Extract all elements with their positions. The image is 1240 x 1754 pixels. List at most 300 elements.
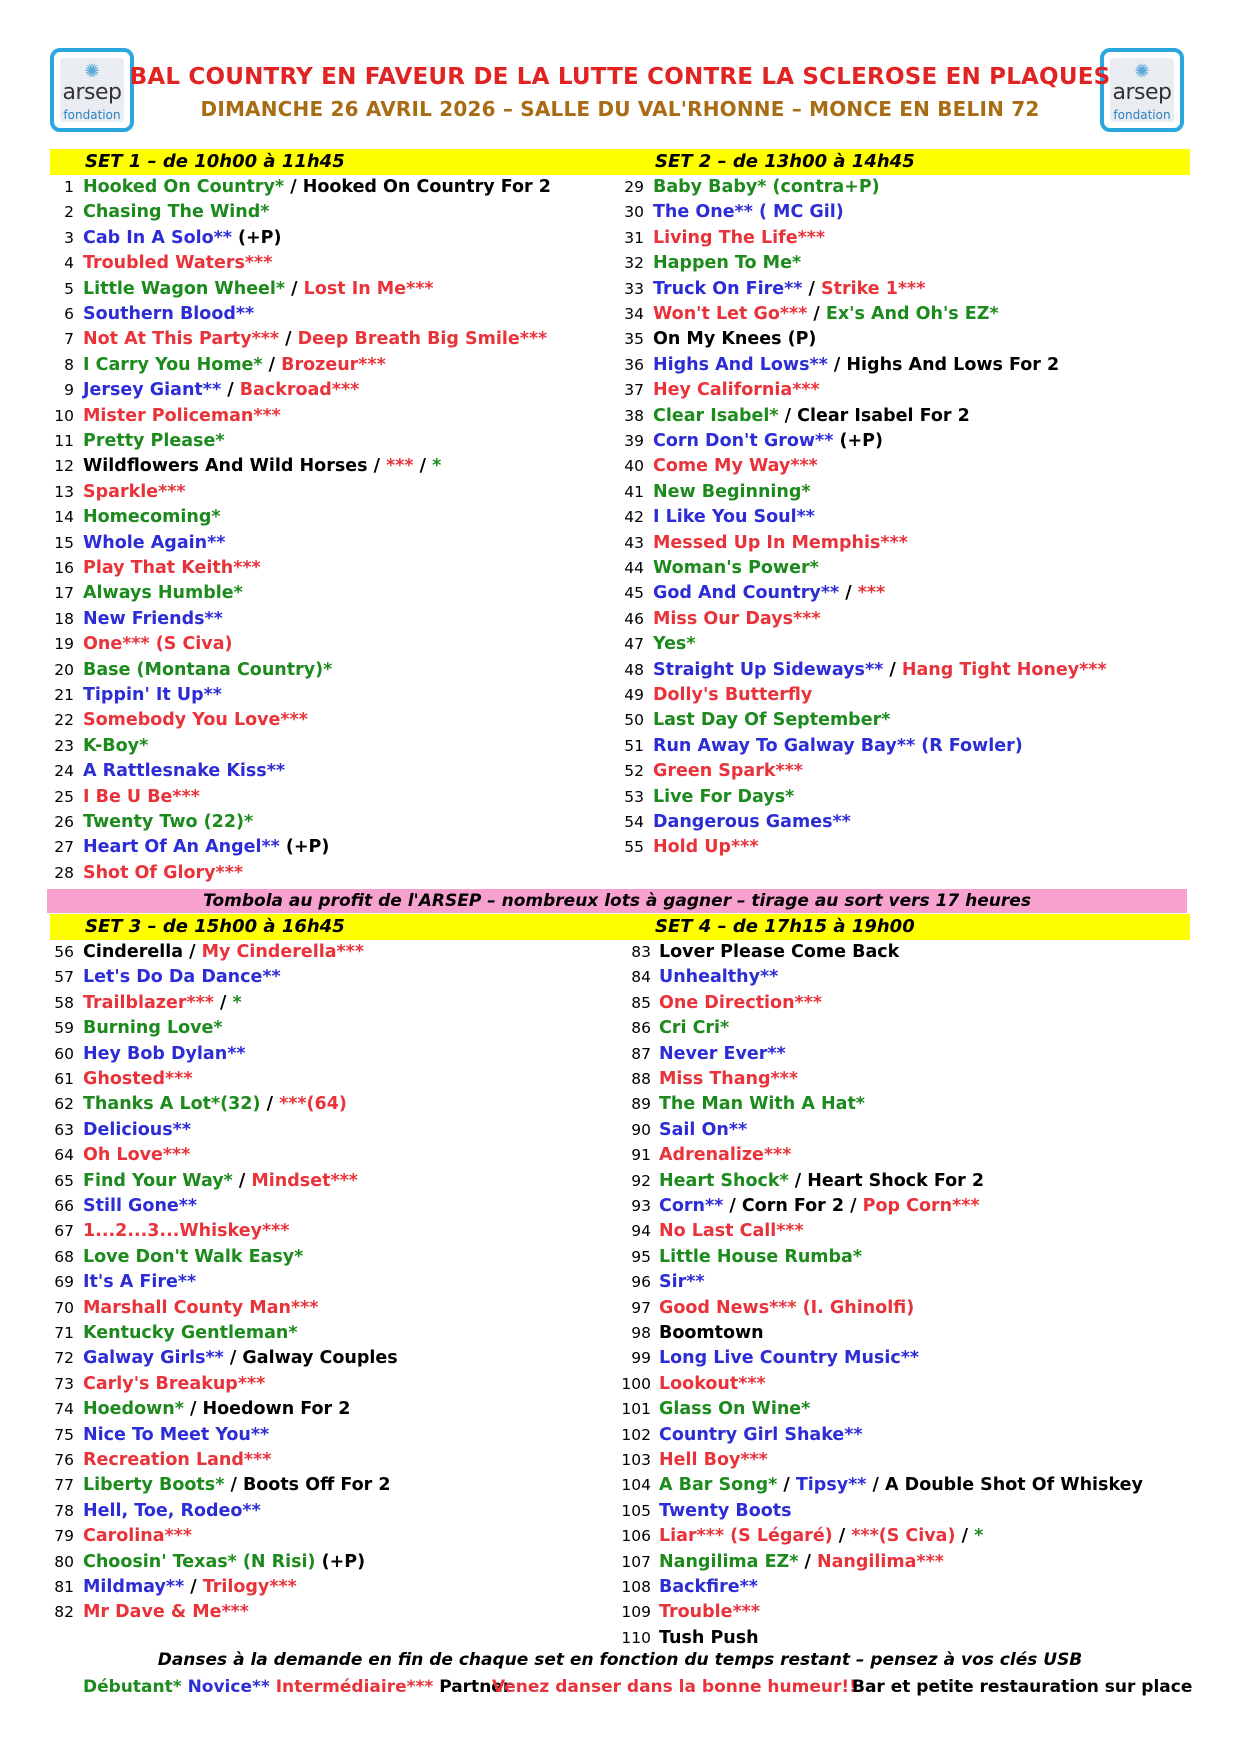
dance-entry xyxy=(47,1118,191,1143)
dance-title: Dangerous Games** xyxy=(653,812,851,832)
dance-entry xyxy=(617,632,696,657)
dance-entry xyxy=(47,404,281,429)
entry-number: 58 xyxy=(54,993,74,1012)
dance-title: Adrenalize*** xyxy=(659,1145,792,1166)
entry-number: 9 xyxy=(64,381,74,400)
entry-number: 78 xyxy=(54,1501,74,1520)
dance-title: / xyxy=(778,405,798,426)
dance-entry xyxy=(47,581,243,606)
dance-title: Heart Of An Angel** xyxy=(83,837,280,858)
dance-title: / xyxy=(262,354,282,375)
entry-number: 49 xyxy=(624,686,644,704)
entry-number: 70 xyxy=(54,1298,74,1317)
dance-title: Twenty Boots xyxy=(659,1500,792,1521)
dance-title: Twenty Two (22)* xyxy=(83,812,254,832)
dance-title: New Friends** xyxy=(83,608,223,629)
dance-title: 1...2...3...Whiskey*** xyxy=(83,1221,290,1242)
dance-entry xyxy=(47,1372,265,1397)
dance-title: / xyxy=(221,380,240,401)
entry-number: 110 xyxy=(621,1628,651,1647)
dance-title: Hooked On Country* xyxy=(83,177,285,197)
legend-novice: Novice** xyxy=(187,1677,270,1697)
dance-title: Hold Up*** xyxy=(653,837,759,858)
dance-title: Hoedown* xyxy=(83,1399,184,1420)
dance-entry xyxy=(617,1423,863,1448)
dance-title: Glass On Wine* xyxy=(659,1399,811,1420)
entry-number: 99 xyxy=(631,1349,651,1368)
dance-entry xyxy=(617,1499,792,1524)
entry-number: 95 xyxy=(631,1247,651,1266)
dance-entry xyxy=(617,200,844,225)
dance-entry xyxy=(47,1169,358,1194)
entry-number: 24 xyxy=(54,762,74,781)
dance-title: Country Girl Shake** xyxy=(659,1424,863,1445)
entry-number: 107 xyxy=(621,1552,651,1571)
dance-entry xyxy=(617,835,758,860)
dance-title: Last Day Of September* xyxy=(653,710,891,731)
entry-number: 53 xyxy=(624,787,644,806)
dance-title: Hey Bob Dylan** xyxy=(83,1043,246,1064)
dance-title: / xyxy=(866,1475,886,1496)
dance-entry xyxy=(47,175,551,200)
dance-entry xyxy=(47,1397,350,1422)
entry-number: 18 xyxy=(54,609,74,628)
dance-entry xyxy=(47,556,261,581)
entry-number: 10 xyxy=(54,406,74,425)
entry-number: 42 xyxy=(624,508,644,527)
dance-title: Highs And Lows For 2 xyxy=(846,354,1060,375)
dance-title: Recreation Land*** xyxy=(83,1450,272,1470)
entry-number: 52 xyxy=(624,762,644,781)
dance-entry xyxy=(617,1042,786,1067)
dance-title: Brozeur*** xyxy=(281,354,386,375)
dance-title: / xyxy=(777,1475,796,1496)
dance-title: Happen To Me* xyxy=(653,253,802,274)
dance-title: / xyxy=(798,1551,817,1572)
dance-title: / xyxy=(183,1399,203,1420)
dance-entry xyxy=(617,1016,729,1041)
dance-title: Kentucky Gentleman* xyxy=(83,1323,298,1343)
dance-entry xyxy=(617,1321,764,1346)
page-subtitle: DIMANCHE 26 AVRIL 2026 – SALLE DU VAL'RHONNE – MONCE EN BELIN 72 xyxy=(200,97,1040,121)
dance-title: One Direction*** xyxy=(659,992,822,1013)
dance-entry xyxy=(47,1143,190,1168)
entry-number: 72 xyxy=(54,1349,74,1368)
dance-title: Sail On** xyxy=(659,1119,748,1140)
entry-number: 45 xyxy=(624,584,644,603)
dance-entry xyxy=(617,175,880,200)
dance-title: / xyxy=(723,1196,742,1216)
dance-title: Little House Rumba* xyxy=(659,1246,863,1267)
entry-number: 30 xyxy=(624,203,644,222)
dance-title: Deep Breath Big Smile*** xyxy=(297,329,548,350)
dance-title: Miss Our Days*** xyxy=(653,608,821,629)
entry-number: 43 xyxy=(624,533,644,552)
dance-entry xyxy=(47,1296,318,1321)
dance-entry xyxy=(47,835,329,860)
entry-number: 31 xyxy=(624,228,644,247)
entry-number: 61 xyxy=(54,1070,74,1088)
set-1-header: SET 1 – de 10h00 à 11h45 xyxy=(50,149,620,175)
dance-title: Tush Push xyxy=(659,1627,759,1648)
entry-number: 83 xyxy=(631,943,651,961)
entry-number: 86 xyxy=(631,1019,651,1038)
entry-number: 75 xyxy=(54,1425,74,1444)
dance-title: Hoedown For 2 xyxy=(202,1399,351,1420)
dance-title: / xyxy=(224,1475,243,1496)
dance-entry xyxy=(617,226,825,251)
legend-partner: Partner xyxy=(439,1677,512,1697)
entry-number: 20 xyxy=(54,660,74,679)
dance-entry xyxy=(617,607,820,632)
dance-entry xyxy=(617,708,890,733)
entry-number: 29 xyxy=(624,178,644,196)
dance-entry xyxy=(617,378,820,403)
entry-number: 47 xyxy=(624,635,644,654)
entry-number: 93 xyxy=(631,1197,651,1215)
dance-entry xyxy=(617,454,818,479)
dance-entry xyxy=(617,353,1059,378)
entry-number: 2 xyxy=(64,203,74,222)
dance-title: Little Wagon Wheel* xyxy=(83,278,286,299)
entry-number: 57 xyxy=(54,968,74,987)
entry-number: 6 xyxy=(64,305,74,323)
entry-number: 55 xyxy=(624,838,644,857)
dance-entry xyxy=(47,353,386,378)
dance-title: Woman's Power* xyxy=(653,558,819,578)
dance-title: Trouble*** xyxy=(659,1602,760,1623)
dance-title: Nangilima EZ* xyxy=(659,1551,799,1572)
legend-intermediaire: Intermédiaire*** xyxy=(275,1677,434,1697)
dance-title: Base (Montana Country)* xyxy=(83,659,333,680)
dance-entry xyxy=(47,1575,297,1600)
dance-title: Hang Tight Honey*** xyxy=(901,659,1107,680)
dance-title: Miss Thang*** xyxy=(659,1069,798,1089)
logo-sub: fondation xyxy=(1113,108,1171,122)
tombola-banner: Tombola au profit de l'ARSEP – nombreux lots à gagner – tirage au sort vers 17 heures xyxy=(47,889,1187,913)
dance-title: Play That Keith*** xyxy=(83,558,261,578)
dance-title: Straight Up Sideways** xyxy=(653,659,884,680)
dance-title: Tippin' It Up** xyxy=(83,685,222,705)
dance-title: Oh Love*** xyxy=(83,1145,191,1166)
dance-entry xyxy=(47,378,359,403)
dance-title: The Man With A Hat* xyxy=(659,1094,865,1115)
entry-number: 92 xyxy=(631,1171,651,1190)
dance-title: Run Away To Galway Bay** (R Fowler) xyxy=(653,735,1023,756)
dance-entry xyxy=(47,1067,192,1092)
entry-number: 88 xyxy=(631,1070,651,1088)
dance-title: Troubled Waters*** xyxy=(83,253,273,274)
dance-entry xyxy=(617,505,815,530)
entry-number: 40 xyxy=(624,457,644,476)
dance-entry xyxy=(47,429,225,454)
logo-brand: arsep xyxy=(62,80,122,105)
dance-entry xyxy=(617,429,883,454)
footer-slogan: Venez danser dans la bonne humeur!! xyxy=(492,1677,857,1697)
entry-number: 3 xyxy=(64,228,74,247)
dance-title: Carly's Breakup*** xyxy=(83,1373,266,1394)
dance-entry xyxy=(47,1092,347,1117)
dance-title: A Rattlesnake Kiss** xyxy=(83,761,286,782)
dance-entry xyxy=(617,1296,914,1321)
dance-title: Truck On Fire** xyxy=(653,278,803,299)
dance-title: Hooked On Country For 2 xyxy=(302,177,551,197)
dance-entry xyxy=(47,505,221,530)
legend-debutant: Débutant* xyxy=(83,1677,182,1697)
dance-entry xyxy=(47,632,233,657)
dance-title: Never Ever** xyxy=(659,1043,786,1064)
dance-title: One*** (S Civa) xyxy=(83,634,233,655)
dance-entry xyxy=(47,277,434,302)
dance-entry xyxy=(617,1245,862,1270)
entry-number: 68 xyxy=(54,1247,74,1266)
entry-number: 38 xyxy=(624,406,644,425)
entry-number: 100 xyxy=(621,1374,651,1393)
dance-title: A Double Shot Of Whiskey xyxy=(885,1475,1143,1496)
entry-number: 60 xyxy=(54,1044,74,1063)
dance-title: I Carry You Home* xyxy=(83,354,263,375)
dance-title: Unhealthy** xyxy=(659,967,779,988)
dance-title: Hey California*** xyxy=(653,380,820,401)
logo-sub: fondation xyxy=(63,108,121,122)
dance-entry xyxy=(617,480,811,505)
dance-entry xyxy=(617,1397,810,1422)
dance-entry xyxy=(47,302,254,327)
dance-title: Hell Boy*** xyxy=(659,1450,768,1470)
dance-title: / xyxy=(213,992,233,1013)
entry-number: 98 xyxy=(631,1324,651,1342)
dance-entry xyxy=(617,1118,747,1143)
dance-title: / xyxy=(285,278,304,299)
dance-title: Cri Cri* xyxy=(659,1018,730,1039)
dance-title: Backfire** xyxy=(659,1577,758,1597)
dance-title: Nangilima*** xyxy=(816,1551,944,1572)
dance-entry xyxy=(47,1042,246,1067)
entry-number: 41 xyxy=(624,482,644,501)
entry-number: 51 xyxy=(624,736,644,755)
dance-title: Chasing The Wind* xyxy=(83,202,270,223)
dance-title: Tipsy** xyxy=(795,1475,867,1496)
entry-number: 44 xyxy=(624,559,644,577)
dance-title: / xyxy=(183,942,202,962)
dance-entry xyxy=(47,480,186,505)
set-2-header: SET 2 – de 13h00 à 14h45 xyxy=(620,149,1190,175)
dance-title: Sparkle*** xyxy=(83,481,186,502)
dance-entry xyxy=(617,965,778,990)
dance-entry xyxy=(47,734,148,759)
entry-number: 22 xyxy=(54,711,74,730)
dance-entry xyxy=(617,1169,984,1194)
dance-title: Clear Isabel For 2 xyxy=(797,405,970,426)
dance-title: / xyxy=(827,354,847,375)
entry-number: 21 xyxy=(54,686,74,704)
star-icon: ✺ xyxy=(84,61,100,82)
entry-number: 33 xyxy=(624,279,644,298)
dance-entry xyxy=(47,1499,261,1524)
dance-entry xyxy=(47,861,243,886)
dance-entry xyxy=(617,1600,760,1625)
dance-title: Green Spark*** xyxy=(653,761,803,782)
dance-title: / xyxy=(284,177,303,197)
dance-title: Lost In Me*** xyxy=(303,278,434,299)
dance-title: Always Humble* xyxy=(83,583,243,604)
dance-title: Come My Way*** xyxy=(653,456,818,477)
dance-entry xyxy=(617,1372,766,1397)
dance-title: Southern Blood** xyxy=(83,304,255,324)
dance-title: Hell, Toe, Rodeo** xyxy=(83,1500,261,1521)
entry-number: 91 xyxy=(631,1146,651,1165)
dance-entry xyxy=(47,1016,223,1041)
entry-number: 108 xyxy=(621,1578,651,1596)
entry-number: 17 xyxy=(54,584,74,603)
entry-number: 35 xyxy=(624,330,644,349)
dance-entry xyxy=(617,810,851,835)
dance-title: Clear Isabel* xyxy=(653,405,779,426)
dance-title: Jersey Giant** xyxy=(83,380,222,401)
page-title: BAL COUNTRY EN FAVEUR DE LA LUTTE CONTRE LA SCLEROSE EN PLAQUES xyxy=(129,64,1111,90)
dance-entry xyxy=(617,759,803,784)
dance-entry xyxy=(47,1194,197,1219)
dance-title: ***(S Civa) xyxy=(851,1526,956,1547)
dance-entry xyxy=(617,556,819,581)
dance-entry xyxy=(617,1092,865,1117)
dance-title: Find Your Way* xyxy=(83,1170,233,1191)
dance-title: Somebody You Love*** xyxy=(83,710,308,731)
entry-number: 82 xyxy=(54,1603,74,1622)
dance-entry xyxy=(617,1550,944,1575)
dance-title: Strike 1*** xyxy=(820,278,926,299)
entry-number: 19 xyxy=(54,635,74,654)
entry-number: 12 xyxy=(54,457,74,476)
dance-title: / xyxy=(413,456,433,477)
dance-entry xyxy=(617,404,970,429)
dance-title: Trailblazer*** xyxy=(83,992,214,1013)
dance-title: K-Boy* xyxy=(83,735,149,756)
dance-title: Living The Life*** xyxy=(653,227,826,248)
dance-title: / xyxy=(955,1526,975,1547)
entry-number: 32 xyxy=(624,254,644,273)
entry-number: 27 xyxy=(54,838,74,857)
dance-title: Sir** xyxy=(659,1272,705,1293)
dance-entry xyxy=(617,1575,758,1600)
entry-number: 69 xyxy=(54,1273,74,1292)
entry-number: 34 xyxy=(624,305,644,323)
dance-title: / xyxy=(802,278,821,299)
dance-title: ***(64) xyxy=(279,1094,347,1115)
entry-number: 28 xyxy=(54,863,74,882)
dance-entry xyxy=(617,1346,919,1371)
dance-title: Ghosted*** xyxy=(83,1069,193,1089)
entry-number: 79 xyxy=(54,1527,74,1546)
dance-title: It's A Fire** xyxy=(83,1272,197,1293)
entry-number: 101 xyxy=(621,1400,651,1419)
dance-entry xyxy=(47,708,308,733)
dance-title: Pretty Please* xyxy=(83,431,225,451)
dance-entry xyxy=(617,1219,804,1244)
dance-entry xyxy=(617,734,1023,759)
footer-bar-info: Bar et petite restauration sur place xyxy=(852,1677,1193,1697)
entry-number: 26 xyxy=(54,813,74,831)
dance-title: Shot Of Glory*** xyxy=(83,862,244,883)
dance-entry xyxy=(47,226,282,251)
entry-number: 84 xyxy=(631,968,651,987)
entry-number: 102 xyxy=(621,1425,651,1444)
entry-number: 87 xyxy=(631,1044,651,1063)
dance-title: (+P) xyxy=(315,1551,366,1572)
dance-title: / xyxy=(184,1577,203,1597)
dance-entry xyxy=(47,991,242,1016)
dance-title: Burning Love* xyxy=(83,1018,223,1039)
dance-title: / xyxy=(839,583,858,604)
dance-title: / xyxy=(883,659,902,680)
footer-note: Danses à la demande en fin de chaque set en fonction du temps restant – pensez à vos clés USB xyxy=(157,1650,1083,1670)
dance-entry xyxy=(47,531,225,556)
logo-brand: arsep xyxy=(1112,80,1172,105)
dance-title: Nice To Meet You** xyxy=(83,1424,270,1445)
entry-number: 89 xyxy=(631,1095,651,1114)
dance-entry xyxy=(617,581,885,606)
dance-entry xyxy=(617,658,1107,683)
dance-title: Baby Baby* (contra+P) xyxy=(653,177,880,197)
dance-title: Still Gone** xyxy=(83,1196,198,1216)
dance-title: Corn** xyxy=(659,1196,724,1216)
dance-entry xyxy=(617,302,999,327)
dance-entry xyxy=(617,327,816,352)
entry-number: 71 xyxy=(54,1324,74,1342)
dance-title: Marshall County Man*** xyxy=(83,1297,319,1318)
dance-title: (+P) xyxy=(231,227,282,248)
entry-number: 14 xyxy=(54,508,74,527)
entry-number: 105 xyxy=(621,1501,651,1520)
dance-title: A Bar Song* xyxy=(659,1475,778,1496)
dance-entry xyxy=(47,785,200,810)
dance-title: Long Live Country Music** xyxy=(659,1348,920,1369)
dance-title: Delicious** xyxy=(83,1119,191,1140)
dance-title: / xyxy=(788,1170,808,1191)
dance-title: Corn For 2 xyxy=(741,1196,845,1216)
dance-title: Messed Up In Memphis*** xyxy=(653,532,908,553)
dance-entry xyxy=(617,251,801,276)
dance-entry xyxy=(47,683,222,708)
dance-title: Mildmay** xyxy=(83,1577,185,1597)
entry-number: 25 xyxy=(54,787,74,806)
entry-number: 64 xyxy=(54,1146,74,1165)
dance-entry xyxy=(47,965,281,990)
dance-entry xyxy=(47,940,364,965)
entry-number: 11 xyxy=(54,432,74,450)
dance-entry xyxy=(47,1321,298,1346)
dance-title: My Cinderella*** xyxy=(201,942,364,962)
dance-title: I Be U Be*** xyxy=(83,786,200,807)
entry-number: 77 xyxy=(54,1476,74,1495)
entry-number: 56 xyxy=(54,943,74,961)
dance-title: Heart Shock* xyxy=(659,1170,789,1191)
entry-number: 54 xyxy=(624,813,644,831)
dance-title: Pop Corn*** xyxy=(862,1196,980,1216)
entry-number: 85 xyxy=(631,993,651,1012)
dance-title: Good News*** (I. Ghinolfi) xyxy=(659,1297,915,1318)
entry-number: 59 xyxy=(54,1019,74,1038)
dance-title: Galway Couples xyxy=(242,1348,398,1369)
entry-number: 96 xyxy=(631,1273,651,1292)
dance-entry xyxy=(617,277,925,302)
dance-title: / xyxy=(832,1526,852,1547)
entry-number: 109 xyxy=(621,1603,651,1622)
dance-title: Trilogy*** xyxy=(202,1577,297,1597)
dance-entry xyxy=(47,1448,271,1473)
dance-title: / xyxy=(844,1196,863,1216)
dance-title: New Beginning* xyxy=(653,481,811,502)
